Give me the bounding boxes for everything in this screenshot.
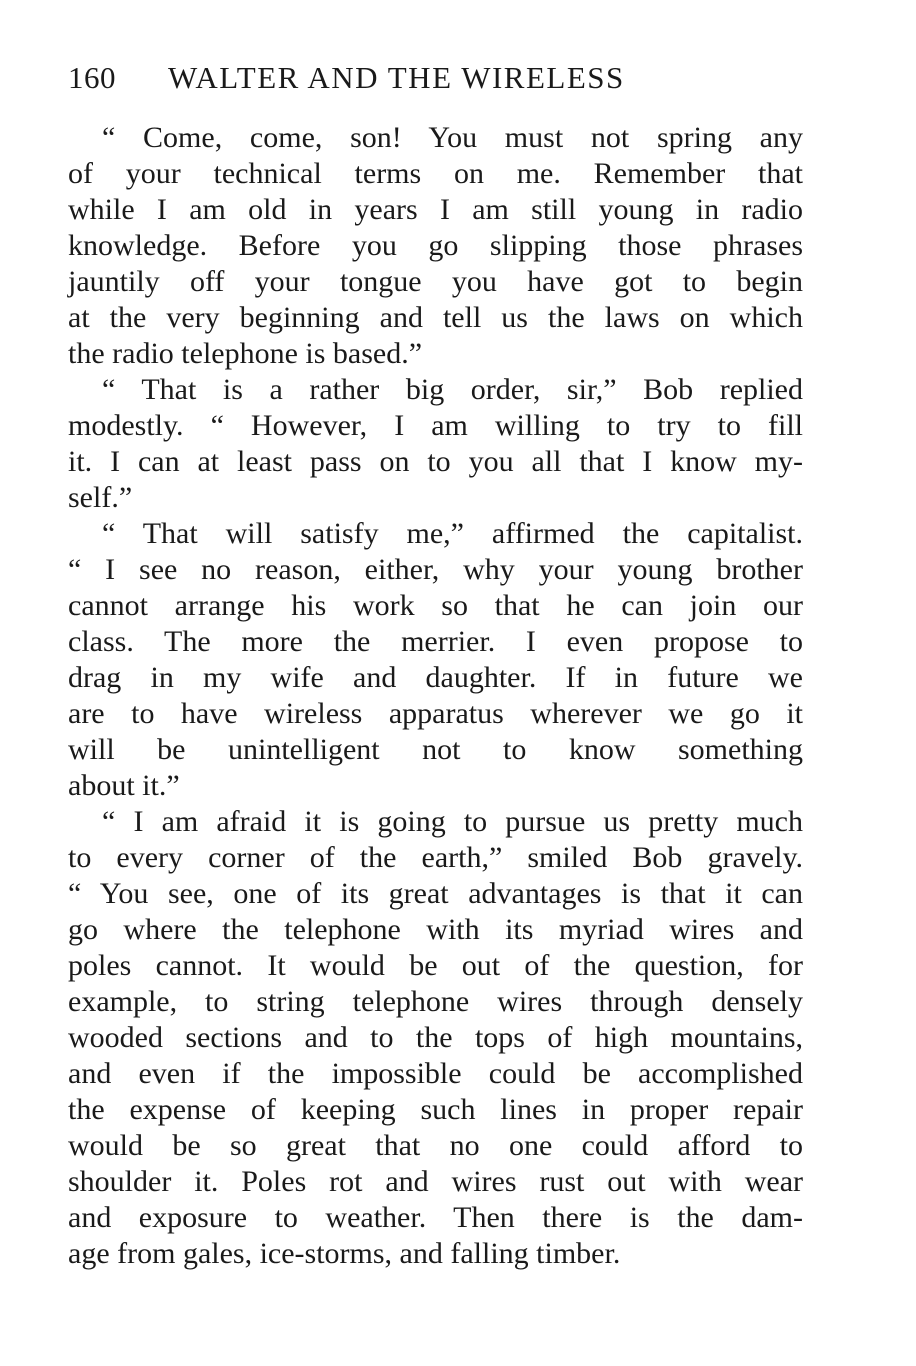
page-number: 160	[68, 60, 116, 95]
text-line: “ You see, one of its great advantages is that it can	[68, 877, 803, 910]
text-line: “ I see no reason, either, why your young brother	[68, 553, 803, 586]
running-head	[68, 58, 803, 98]
text-line: age from gales, ice-storms, and falling timber.	[68, 1237, 621, 1270]
text-line: will be unintelligent not to know something	[68, 733, 803, 766]
text-line: while I am old in years I am still young in radio	[68, 193, 803, 226]
paragraph	[68, 804, 803, 1272]
text-line: go where the telephone with its myriad wires and	[68, 913, 803, 946]
text-line: the radio telephone is based.”	[68, 337, 423, 370]
text-line: self.”	[68, 481, 133, 514]
text-line: shoulder it. Poles rot and wires rust out with wear	[68, 1165, 803, 1198]
text-line: the expense of keeping such lines in proper repair	[68, 1093, 803, 1126]
text-line: knowledge. Before you go slipping those phrases	[68, 229, 803, 262]
text-line: about it.”	[68, 769, 180, 802]
text-line: are to have wireless apparatus wherever we go it	[68, 697, 803, 730]
book-page	[68, 58, 803, 1272]
text-line: drag in my wife and daughter. If in future we	[68, 661, 803, 694]
paragraph	[68, 372, 803, 516]
text-line: “ Come, come, son! You must not spring any	[102, 121, 803, 154]
text-line: cannot arrange his work so that he can join our	[68, 589, 803, 622]
text-line: poles cannot. It would be out of the question, for	[68, 949, 803, 982]
text-line: and exposure to weather. Then there is the dam-	[68, 1201, 803, 1234]
running-title: WALTER AND THE WIRELESS	[168, 60, 625, 95]
text-line: jauntily off your tongue you have got to begin	[68, 265, 803, 298]
text-line: to every corner of the earth,” smiled Bob gravely.	[68, 841, 803, 874]
text-line: modestly. “ However, I am willing to try to fill	[68, 409, 803, 442]
text-line: example, to string telephone wires through densely	[68, 985, 803, 1018]
paragraph	[68, 120, 803, 372]
text-line: at the very beginning and tell us the laws on which	[68, 301, 803, 334]
text-line: “ I am afraid it is going to pursue us pretty much	[102, 805, 803, 838]
text-line: would be so great that no one could afford to	[68, 1129, 803, 1162]
text-line: it. I can at least pass on to you all that I know my-	[68, 445, 803, 478]
text-line: wooded sections and to the tops of high mountains,	[68, 1021, 803, 1054]
text-line: of your technical terms on me. Remember that	[68, 157, 803, 190]
paragraph	[68, 516, 803, 804]
text-line: class. The more the merrier. I even propose to	[68, 625, 803, 658]
text-line: and even if the impossible could be accomplished	[68, 1057, 803, 1090]
text-line: “ That is a rather big order, sir,” Bob replied	[102, 373, 803, 406]
text-line: “ That will satisfy me,” affirmed the capitalist.	[102, 517, 803, 550]
body-text	[68, 120, 803, 1272]
